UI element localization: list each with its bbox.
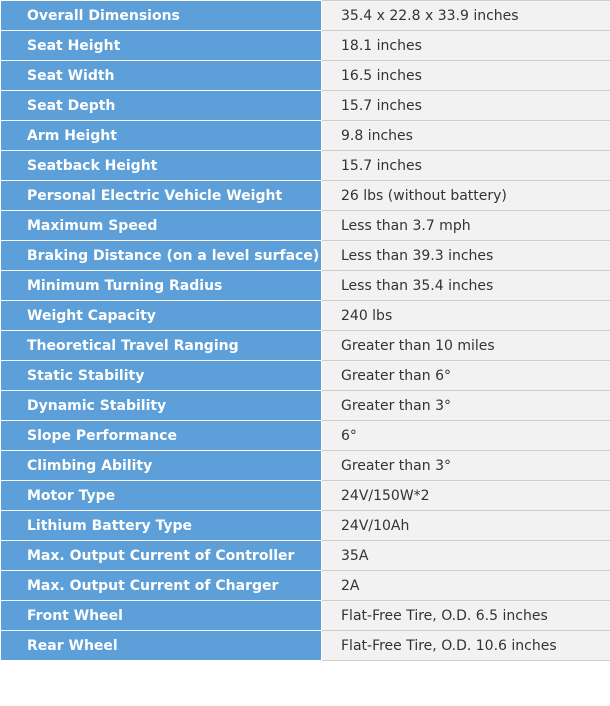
- spec-value: 6°: [322, 421, 610, 451]
- spec-value: 35.4 x 22.8 x 33.9 inches: [322, 1, 610, 31]
- spec-row: [1, 301, 610, 331]
- spec-table-body: [1, 1, 610, 661]
- spec-label: Arm Height: [1, 121, 322, 151]
- spec-label: Seat Width: [1, 61, 322, 91]
- spec-row: [1, 361, 610, 391]
- spec-value: 24V/10Ah: [322, 511, 610, 541]
- spec-row: [1, 121, 610, 151]
- spec-value: Less than 39.3 inches: [322, 241, 610, 271]
- spec-row: [1, 511, 610, 541]
- spec-label: Dynamic Stability: [1, 391, 322, 421]
- spec-value: 18.1 inches: [322, 31, 610, 61]
- spec-row: [1, 451, 610, 481]
- spec-value: Flat-Free Tire, O.D. 10.6 inches: [322, 631, 610, 661]
- spec-value: 9.8 inches: [322, 121, 610, 151]
- spec-label: Braking Distance (on a level surface): [1, 241, 322, 271]
- spec-value: 24V/150W*2: [322, 481, 610, 511]
- spec-value: Less than 3.7 mph: [322, 211, 610, 241]
- spec-value: Less than 35.4 inches: [322, 271, 610, 301]
- spec-value: 16.5 inches: [322, 61, 610, 91]
- spec-value: Flat-Free Tire, O.D. 6.5 inches: [322, 601, 610, 631]
- spec-label: Minimum Turning Radius: [1, 271, 322, 301]
- spec-row: [1, 571, 610, 601]
- spec-label: Maximum Speed: [1, 211, 322, 241]
- spec-label: Climbing Ability: [1, 451, 322, 481]
- spec-label: Rear Wheel: [1, 631, 322, 661]
- spec-row: [1, 331, 610, 361]
- spec-label: Seat Height: [1, 31, 322, 61]
- spec-value: 15.7 inches: [322, 91, 610, 121]
- spec-value: Greater than 3°: [322, 391, 610, 421]
- spec-row: [1, 601, 610, 631]
- spec-value: 26 lbs (without battery): [322, 181, 610, 211]
- spec-label: Motor Type: [1, 481, 322, 511]
- spec-label: Static Stability: [1, 361, 322, 391]
- spec-value: Greater than 6°: [322, 361, 610, 391]
- spec-value: Greater than 10 miles: [322, 331, 610, 361]
- spec-label: Weight Capacity: [1, 301, 322, 331]
- spec-value: Greater than 3°: [322, 451, 610, 481]
- spec-row: [1, 241, 610, 271]
- spec-row: [1, 391, 610, 421]
- spec-label: Max. Output Current of Charger: [1, 571, 322, 601]
- spec-row: [1, 481, 610, 511]
- spec-row: [1, 541, 610, 571]
- spec-row: [1, 151, 610, 181]
- spec-value: 15.7 inches: [322, 151, 610, 181]
- spec-row: [1, 211, 610, 241]
- spec-label: Overall Dimensions: [1, 1, 322, 31]
- spec-row: [1, 91, 610, 121]
- spec-row: [1, 421, 610, 451]
- spec-label: Theoretical Travel Ranging: [1, 331, 322, 361]
- spec-row: [1, 181, 610, 211]
- spec-row: [1, 271, 610, 301]
- spec-label: Slope Performance: [1, 421, 322, 451]
- spec-value: 240 lbs: [322, 301, 610, 331]
- spec-label: Personal Electric Vehicle Weight: [1, 181, 322, 211]
- spec-row: [1, 1, 610, 31]
- spec-label: Seat Depth: [1, 91, 322, 121]
- spec-row: [1, 31, 610, 61]
- spec-label: Front Wheel: [1, 601, 322, 631]
- spec-value: 2A: [322, 571, 610, 601]
- spec-label: Lithium Battery Type: [1, 511, 322, 541]
- spec-label: Max. Output Current of Controller: [1, 541, 322, 571]
- spec-value: 35A: [322, 541, 610, 571]
- spec-row: [1, 61, 610, 91]
- spec-row: [1, 631, 610, 661]
- spec-label: Seatback Height: [1, 151, 322, 181]
